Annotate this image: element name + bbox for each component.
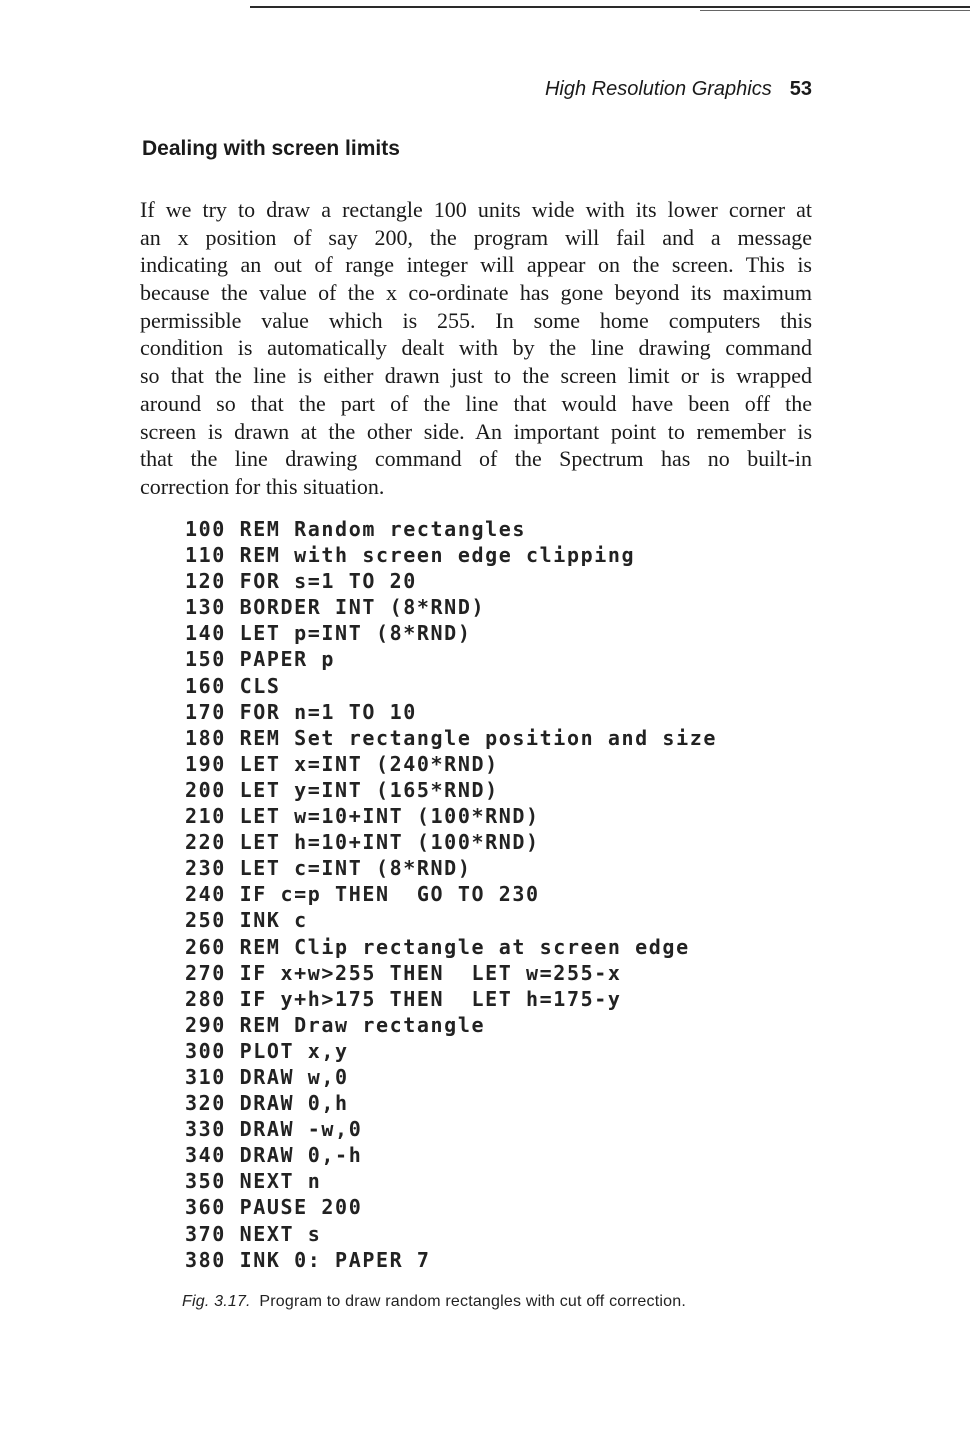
paragraph-line: correction for this situation. — [140, 473, 385, 499]
code-line: 380 INK 0: PAPER 7 — [185, 1247, 431, 1272]
code-line: 140 LET p=INT (8*RND) — [185, 621, 472, 646]
code-line: 260 REM Clip rectangle at screen edge — [185, 934, 690, 959]
code-line: 350 NEXT n — [185, 1169, 322, 1194]
paragraph-line: around so that the part of the line that would have been off the — [140, 390, 812, 416]
program-listing — [185, 516, 717, 1273]
code-line: 370 NEXT s — [185, 1221, 322, 1246]
code-line: 120 FOR s=1 TO 20 — [185, 569, 417, 594]
figure-caption — [182, 1293, 686, 1311]
code-line: 270 IF x+w>255 THEN LET w=255-x — [185, 960, 622, 985]
page-number: 53 — [789, 78, 812, 100]
paragraph-line: so that the line is either drawn just to the screen limit or is wrapped — [140, 363, 812, 389]
code-line: 170 FOR n=1 TO 10 — [185, 699, 417, 724]
code-line: 100 REM Random rectangles — [185, 517, 527, 541]
figure-caption-text: Program to draw random rectangles with cut off correction. — [259, 1293, 686, 1310]
running-head — [140, 78, 812, 101]
paragraph-line: because the value of the x co-ordinate has gone beyond its maximum — [140, 280, 812, 306]
code-line: 220 LET h=10+INT (100*RND) — [185, 830, 540, 855]
paragraph-line: permissible value which is 255. In some home computers this — [140, 307, 812, 333]
code-line: 230 LET c=INT (8*RND) — [185, 856, 472, 881]
paragraph-line: indicating an out of range integer will appear on the screen. This is — [140, 252, 812, 278]
section-heading: Dealing with screen limits — [142, 137, 400, 160]
code-line: 300 PLOT x,y — [185, 1038, 349, 1063]
paragraph-line: screen is drawn at the other side. An important point to remember is — [140, 418, 812, 444]
top-rule-secondary — [700, 10, 970, 11]
code-line: 330 DRAW -w,0 — [185, 1117, 363, 1142]
paragraph-line: an x position of say 200, the program will fail and a message — [140, 224, 812, 250]
paragraph-line: If we try to draw a rectangle 100 units wide with its lower corner at — [140, 197, 812, 222]
code-line: 340 DRAW 0,-h — [185, 1143, 363, 1168]
code-line: 280 IF y+h>175 THEN LET h=175-y — [185, 986, 622, 1011]
body-paragraph — [140, 196, 812, 501]
figure-label: Fig. 3.17. — [182, 1293, 251, 1310]
code-line: 240 IF c=p THEN GO TO 230 — [185, 882, 540, 907]
code-line: 110 REM with screen edge clipping — [185, 543, 636, 568]
code-line: 160 CLS — [185, 673, 281, 698]
code-line: 190 LET x=INT (240*RND) — [185, 751, 499, 776]
code-line: 310 DRAW w,0 — [185, 1064, 349, 1089]
code-line: 130 BORDER INT (8*RND) — [185, 595, 486, 620]
code-line: 210 LET w=10+INT (100*RND) — [185, 804, 540, 829]
code-line: 180 REM Set rectangle position and size — [185, 725, 717, 750]
code-line: 290 REM Draw rectangle — [185, 1012, 486, 1037]
code-line: 320 DRAW 0,h — [185, 1091, 349, 1116]
code-line: 200 LET y=INT (165*RND) — [185, 777, 499, 802]
running-head-title: High Resolution Graphics — [544, 78, 772, 100]
paragraph-line: that the line drawing command of the Spectrum has no built-in — [140, 446, 812, 472]
top-rule — [250, 6, 970, 8]
code-line: 250 INK c — [185, 908, 308, 933]
code-line: 360 PAUSE 200 — [185, 1195, 363, 1220]
paragraph-line: condition is automatically dealt with by the line drawing command — [140, 335, 812, 361]
code-line: 150 PAPER p — [185, 647, 336, 672]
